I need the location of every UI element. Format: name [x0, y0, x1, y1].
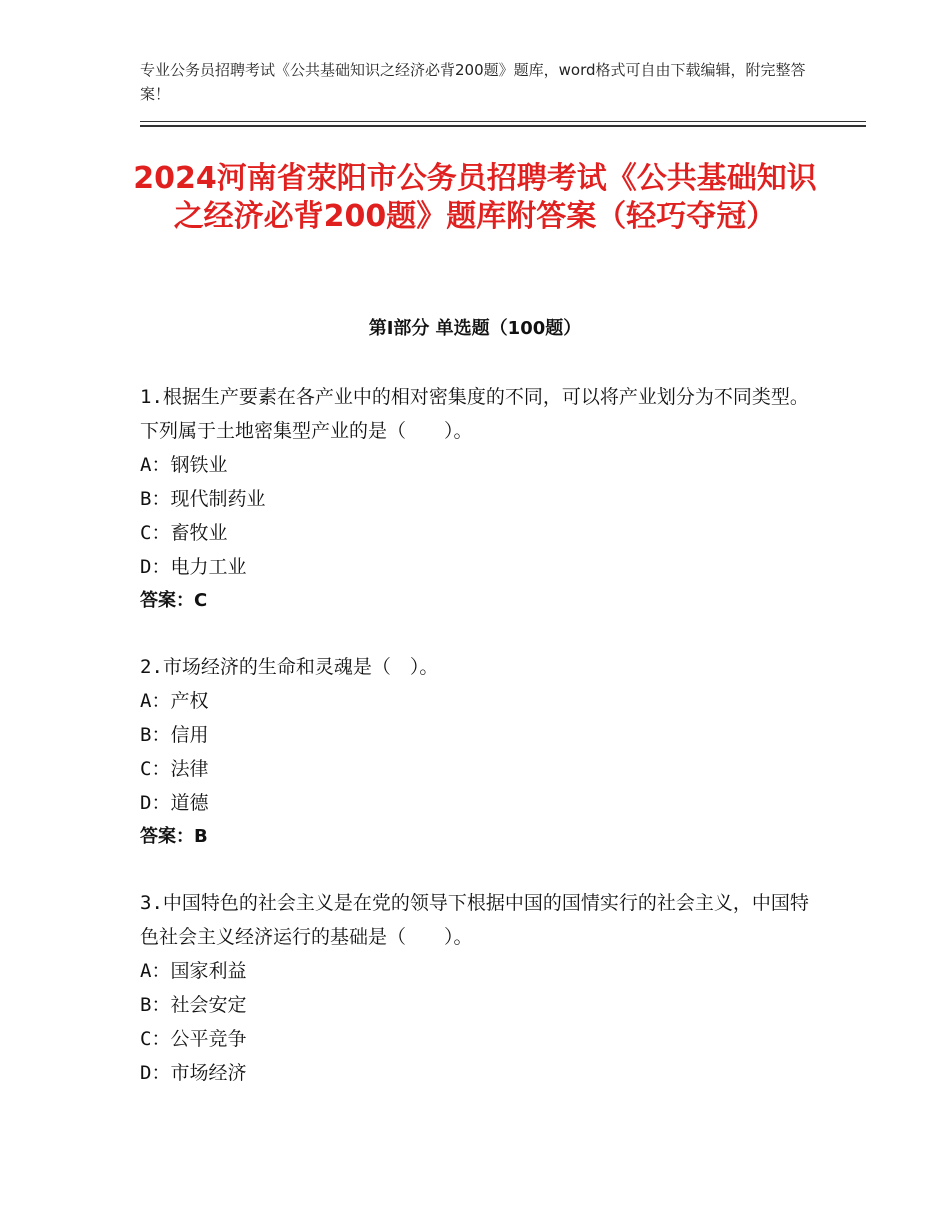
option-a: A：国家利益 — [140, 960, 247, 982]
header-divider-thick — [140, 125, 866, 127]
answer-line: 答案：C — [140, 590, 208, 611]
question-1 — [140, 380, 810, 618]
option-d: D：市场经济 — [140, 1062, 247, 1084]
option-c: C：法律 — [140, 758, 209, 780]
document-title: 2024河南省荥阳市公务员招聘考试《公共基础知识之经济必背200题》题库附答案（轻巧夺冠） — [133, 161, 817, 234]
option-a: A：钢铁业 — [140, 454, 228, 476]
option-c: C：畜牧业 — [140, 522, 228, 544]
option-b: B：社会安定 — [140, 994, 247, 1016]
question-text: 1.根据生产要素在各产业中的相对密集度的不同，可以将产业划分为不同类型。下列属于土地密集型产业的是（ ）。 — [140, 386, 809, 442]
option-b: B：信用 — [140, 724, 209, 746]
question-text: 2.市场经济的生命和灵魂是（ ）。 — [140, 656, 439, 678]
question-2 — [140, 650, 810, 854]
option-a: A：产权 — [140, 690, 209, 712]
option-c: C：公平竞争 — [140, 1028, 247, 1050]
option-d: D：电力工业 — [140, 556, 247, 578]
question-list — [140, 380, 810, 1122]
answer-line: 答案：B — [140, 826, 208, 847]
option-d: D：道德 — [140, 792, 209, 814]
question-3 — [140, 886, 810, 1090]
option-b: B：现代制药业 — [140, 488, 266, 510]
header-divider-thin — [140, 121, 866, 122]
question-text: 3.中国特色的社会主义是在党的领导下根据中国的国情实行的社会主义，中国特色社会主义经济运行的基础是（ ）。 — [140, 892, 809, 948]
header-note: 专业公务员招聘考试《公共基础知识之经济必背200题》题库，word格式可自由下载编辑，附完整答案！ — [140, 61, 806, 103]
section-heading: 第Ⅰ部分 单选题（100题） — [368, 318, 582, 339]
